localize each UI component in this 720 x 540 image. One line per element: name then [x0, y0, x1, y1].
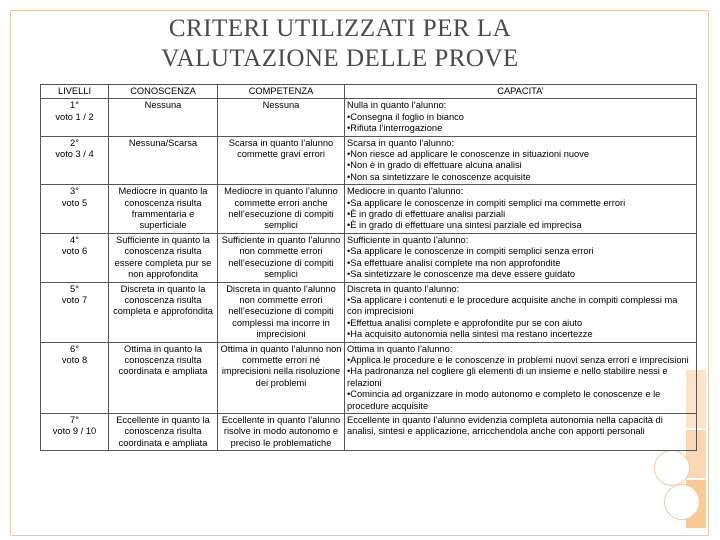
table-row	[41, 233, 697, 282]
table-row	[41, 99, 697, 136]
capacita-bullet-item: • Sa applicare le conoscenze in compiti semplici senza errori	[347, 246, 694, 257]
table-header-row	[41, 85, 697, 99]
capacita-bullet-item: • Applica le procedure e le conoscenze in problemi nuovi senza errori e imprecisioni	[347, 355, 694, 366]
cell-conoscenza: Mediocre in quanto la conoscenza risulta frammentaria e superficiale	[109, 185, 218, 234]
cell-capacita	[345, 136, 697, 185]
cell-competenza: Discreta in quanto l’alunno non commette errori nell’esecuzione di compiti complessi ma incorre in imprecisioni	[218, 282, 345, 342]
capacita-bullet-item: • Rifiuta l’interrogazione	[347, 123, 694, 134]
table-row	[41, 136, 697, 185]
capacita-bullet-item: • Sa sintetizzare le conoscenze ma deve essere guidato	[347, 269, 694, 280]
cell-conoscenza: Eccellente in quanto la conoscenza risulta coordinata e ampliata	[109, 413, 218, 450]
capacita-bullet-item: • È in grado di effettuare una sintesi parziale ed imprecisa	[347, 220, 694, 231]
table-row	[41, 413, 697, 450]
capacita-bullet-item: • Sa applicare le conoscenze in compiti semplici ma commette errori	[347, 198, 694, 209]
cell-capacita	[345, 185, 697, 234]
table-row	[41, 342, 697, 413]
cell-capacita	[345, 282, 697, 342]
cell-competenza: Scarsa in quanto l’alunno commette gravi errori	[218, 136, 345, 185]
title-line-1: CRITERI UTILIZZATI PER LA	[168, 15, 512, 42]
cell-livello	[41, 185, 109, 234]
livello-voto: voto 1 / 2	[55, 111, 94, 122]
header-livelli: LIVELLI	[41, 85, 109, 99]
cell-conoscenza: Discreta in quanto la conoscenza risulta completa e approfondita	[109, 282, 218, 342]
capacita-bullet-item: • Non sa sintetizzare le conoscenze acquisite	[347, 172, 694, 183]
capacita-bullet-item: • Ha acquisito autonomia nella sintesi ma restano incertezze	[347, 329, 694, 340]
cell-livello	[41, 233, 109, 282]
cell-conoscenza: Nessuna/Scarsa	[109, 136, 218, 185]
title-line-2: VALUTAZIONE DELLE PROVE	[161, 45, 519, 72]
capacita-bullet-item: • Consegna il foglio in bianco	[347, 112, 694, 123]
cell-capacita	[345, 342, 697, 413]
capacita-bullet-item: • Non è in grado di effettuare alcuna analisi	[347, 160, 694, 171]
header-competenza: COMPETENZA	[218, 85, 345, 99]
criteria-table	[40, 84, 697, 451]
livello-number: 6°	[70, 343, 79, 354]
cell-livello	[41, 136, 109, 185]
cell-conoscenza: Nessuna	[109, 99, 218, 136]
cell-competenza: Mediocre in quanto l’alunno commette errori anche nell’esecuzione di compiti semplici	[218, 185, 345, 234]
cell-conoscenza: Sufficiente in quanto la conoscenza risulta essere completa pur se non approfondita	[109, 233, 218, 282]
table-row	[41, 185, 697, 234]
capacita-intro: Nulla in quanto l’alunno:	[347, 100, 447, 111]
cell-competenza: Sufficiente in quanto l’alunno non commette errori nell’esecuzione di compiti semplici	[218, 233, 345, 282]
livello-number: 3°	[70, 186, 79, 197]
livello-voto: voto 7	[61, 294, 88, 305]
livello-voto: voto 9 / 10	[52, 426, 97, 437]
table-row	[41, 282, 697, 342]
cell-livello	[41, 342, 109, 413]
livello-voto: voto 5	[61, 197, 88, 208]
capacita-intro: Sufficiente in quanto l’alunno:	[347, 234, 469, 245]
capacita-bullet-item: • Comincia ad organizzare in modo autonomo e completo le conoscenze e le procedure acquisite	[347, 389, 694, 412]
capacita-intro: Discreta in quanto l’alunno:	[347, 283, 460, 294]
capacita-bullet-item: • È in grado di effettuare analisi parziali	[347, 209, 694, 220]
capacita-bullet-item: • Effettua analisi complete e approfondite pur se con aiuto	[347, 318, 694, 329]
cell-competenza: Nessuna	[218, 99, 345, 136]
capacita-intro: Ottima in quanto l’alunno:	[347, 343, 453, 354]
cell-livello	[41, 282, 109, 342]
page-title	[130, 14, 550, 74]
livello-voto: voto 6	[61, 246, 88, 257]
cell-capacita	[345, 99, 697, 136]
cell-competenza: Ottima in quanto l’alunno non commette errori né imprecisioni nella risoluzione dei problemi	[218, 342, 345, 413]
cell-capacita	[345, 233, 697, 282]
header-capacita: CAPACITA’	[345, 85, 697, 99]
capacita-intro: Scarsa in quanto l’alunno:	[347, 137, 454, 148]
capacita-bullet-item: • Sa applicare i contenuti e le procedure acquisite anche in compiti complessi ma con imprecisioni	[347, 295, 694, 318]
header-conoscenza: CONOSCENZA	[109, 85, 218, 99]
capacita-intro: Mediocre in quanto l’alunno:	[347, 186, 464, 197]
livello-voto: voto 8	[61, 354, 88, 365]
capacita-bullet-item: • Ha padronanza nel cogliere gli elementi di un insieme e nello stabilire nessi e relazioni	[347, 366, 694, 389]
decorative-circle	[664, 484, 700, 520]
livello-number: 5°	[70, 283, 79, 294]
capacita-bullet-item: • Non riesce ad applicare le conoscenze in situazioni nuove	[347, 149, 694, 160]
livello-number: 2°	[70, 137, 79, 148]
capacita-intro: Eccellente in quanto l’alunno evidenzia completa autonomia nella capacità di analisi, sintesi e applicazione, arricchendola anche con apporti personali	[347, 414, 663, 437]
livello-voto: voto 3 / 4	[55, 149, 94, 160]
cell-livello	[41, 413, 109, 450]
cell-capacita	[345, 413, 697, 450]
livello-number: 1°	[70, 100, 79, 111]
decorative-circle	[654, 450, 690, 486]
cell-livello	[41, 99, 109, 136]
livello-number: 4°	[70, 234, 79, 245]
capacita-bullet-item: • Sa effettuare analisi complete ma non approfondite	[347, 258, 694, 269]
livello-number: 7°	[70, 414, 79, 425]
cell-conoscenza: Ottima in quanto la conoscenza risulta coordinata e ampliata	[109, 342, 218, 413]
cell-competenza: Eccellente in quanto l’alunno risolve in modo autonomo e preciso le problematiche	[218, 413, 345, 450]
